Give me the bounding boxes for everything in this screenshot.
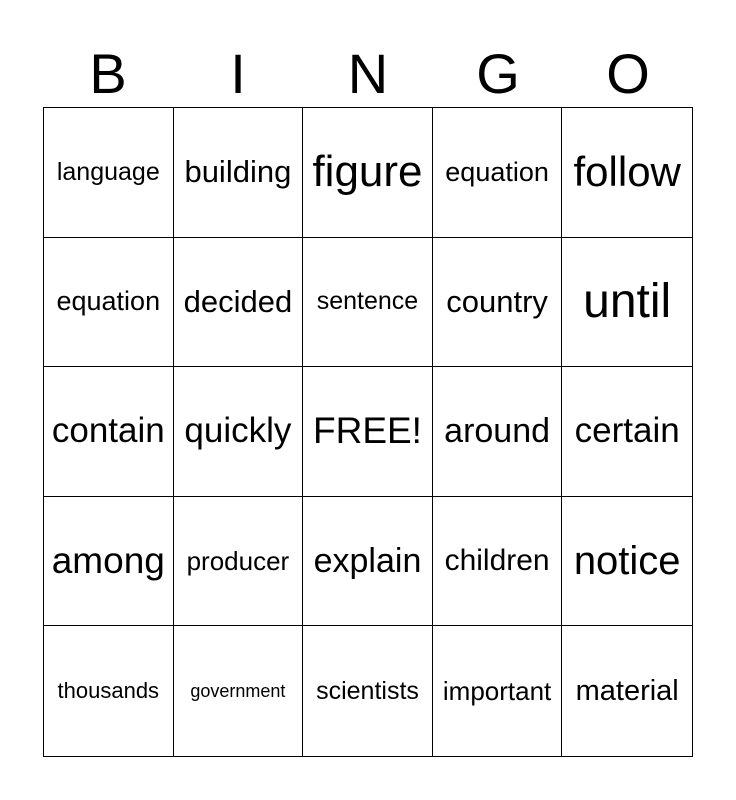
bingo-cell[interactable]: thousands [44, 626, 174, 756]
bingo-cell[interactable]: important [433, 626, 563, 756]
bingo-cell[interactable]: country [433, 238, 563, 368]
bingo-cell[interactable]: notice [562, 497, 692, 627]
bingo-cell[interactable]: sentence [303, 238, 433, 368]
bingo-cell[interactable]: material [575, 674, 679, 707]
bingo-cell[interactable]: explain [303, 497, 433, 627]
header-letter-i: I [230, 42, 246, 105]
bingo-cell[interactable]: children [433, 497, 563, 627]
bingo-board [43, 107, 693, 757]
bingo-cell[interactable]: equation [44, 238, 174, 368]
bingo-cell[interactable]: scientists [303, 626, 433, 756]
bingo-cell[interactable]: decided [174, 238, 304, 368]
bingo-header [43, 40, 693, 108]
bingo-cell[interactable]: among [44, 497, 174, 627]
header-letter-g: G [476, 42, 520, 105]
bingo-cell[interactable]: around [433, 367, 563, 497]
bingo-cell[interactable]: follow [562, 108, 692, 238]
bingo-cell[interactable]: building [174, 108, 304, 238]
header-letter-b: B [89, 42, 127, 105]
bingo-cell[interactable]: government [174, 626, 304, 756]
bingo-cell[interactable]: producer [174, 497, 304, 627]
bingo-cell[interactable]: equation [433, 108, 563, 238]
bingo-cell[interactable]: contain [44, 367, 174, 497]
header-letter-o: O [606, 42, 650, 105]
bingo-cell[interactable]: quickly [174, 367, 304, 497]
bingo-cell free-space[interactable]: FREE! [303, 367, 433, 497]
header-letter-n: N [347, 42, 389, 105]
bingo-cell[interactable]: until [562, 238, 692, 368]
bingo-cell[interactable]: figure [303, 108, 433, 238]
bingo-cell[interactable]: certain [562, 367, 692, 497]
bingo-cell[interactable]: language [44, 108, 174, 238]
